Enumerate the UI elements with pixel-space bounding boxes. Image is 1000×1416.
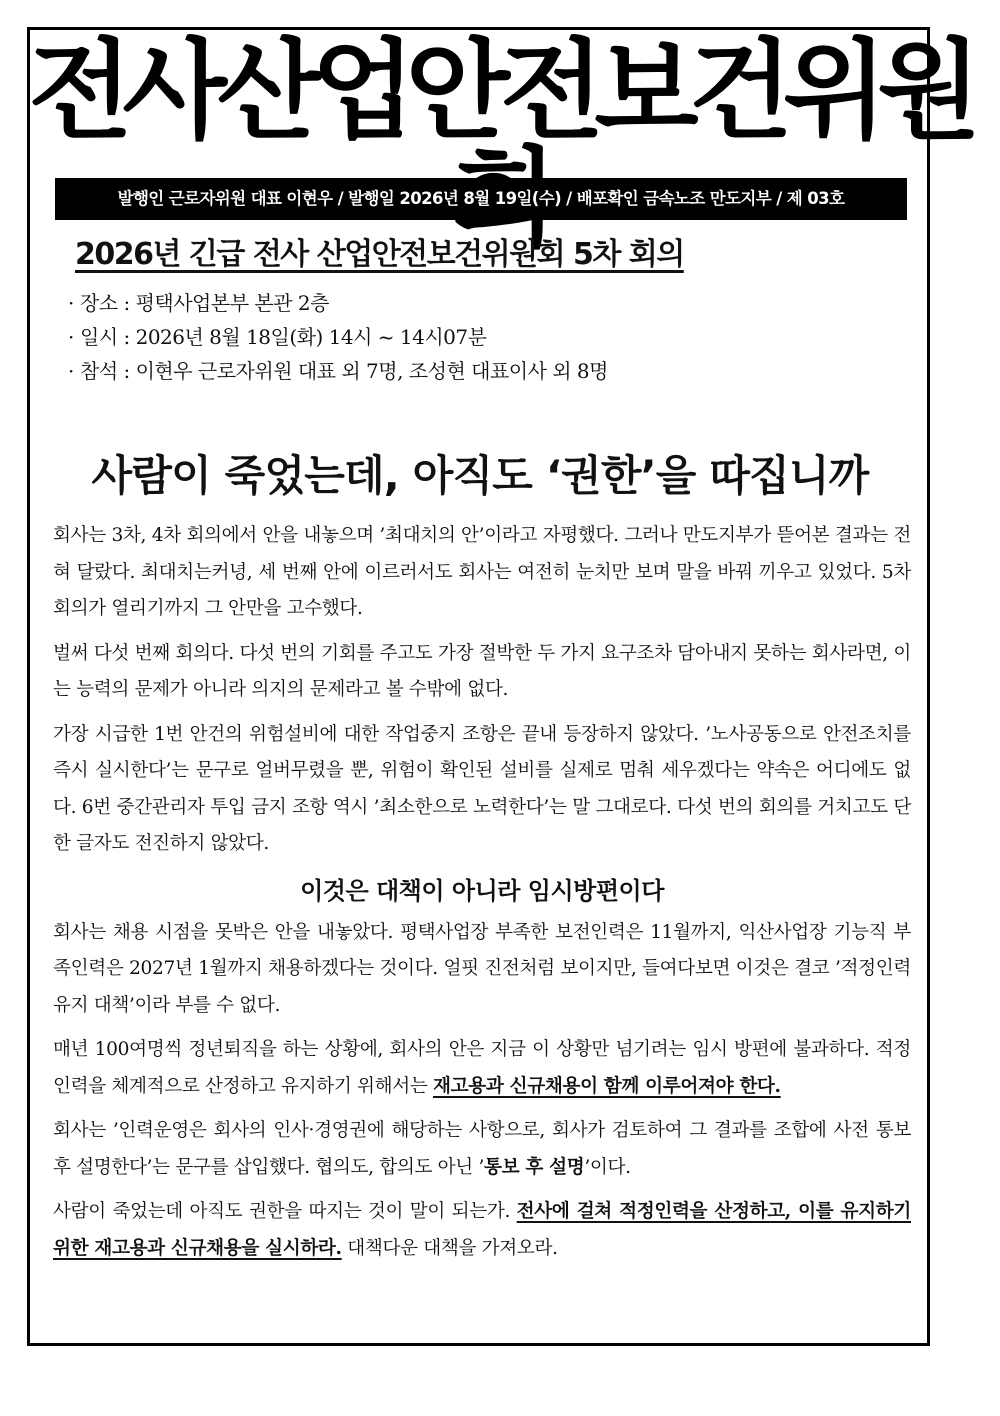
paragraph: 벌써 다섯 번째 회의다. 다섯 번의 기회를 주고도 가장 절박한 두 가지 요구조차 담아내지 못하는 회사라면, 이는 능력의 문제가 아니라 의지의 문제라고 볼 수밖에 없다.: [53, 642, 911, 700]
bullet-dot: ·: [68, 291, 74, 315]
detail-location: [68, 286, 608, 320]
section-heading: 이것은 대책이 아니라 임시방편이다: [300, 876, 664, 905]
paragraph: [53, 1194, 911, 1267]
bold-emphasis: 통보 후 설명: [484, 1156, 585, 1178]
paragraph: [53, 1113, 911, 1186]
paragraph-text: 회사는 ’인력운영은 회사의 인사·경영권에 해당하는 사항으로, 회사가 검토하여 그 결과를 조합에 사전 통보 후 설명한다’는 문구를 삽입했다. 협의도, 합의도 아닌 ’: [53, 1120, 911, 1178]
paragraph: 가장 시급한 1번 안건의 위험설비에 대한 작업중지 조항은 끝내 등장하지 않았다. ’노사공동으로 안전조치를 즉시 실시한다’는 문구로 얼버무렸을 뿐, 위험이 확인된 설비를 실제로 멈춰 세우겠다는 약속은 어디에도 없다. 6번 중간관리자 투입 금지 조항 역시 ’최소한으로 노력한다’는 말 그대로다. 다섯 번의 회의를 거치고도 단 한 글자도 전진하지 않았다.: [53, 723, 911, 854]
paragraph-text-end: 대책다운 대책을 가져오라.: [341, 1237, 558, 1259]
headline: 사람이 죽었는데, 아직도 ‘권한’을 따집니까: [91, 451, 869, 500]
paragraph-text-end: ’이다.: [584, 1156, 631, 1178]
bullet-dot: ·: [68, 325, 74, 349]
meeting-details: [68, 286, 608, 388]
underlined-emphasis: 재고용과 신규채용이 함께 이루어져야 한다.: [433, 1075, 781, 1097]
detail-datetime-text: 일시 : 2026년 8월 18일(화) 14시 ~ 14시07분: [80, 325, 487, 349]
detail-attendees-text: 참석 : 이현우 근로자위원 대표 외 7명, 조성현 대표이사 외 8명: [80, 359, 608, 383]
article-body: [53, 518, 911, 1275]
paragraph: 회사는 채용 시점을 못박은 안을 내놓았다. 평택사업장 부족한 보전인력은 11월까지, 익산사업장 기능직 부족인력은 2027년 1월까지 채용하겠다는 것이다. 얼핏 진전처럼 보이지만, 들여다보면 이것은 결코 ’적정인력 유지 대책’이라 부를 수 없다.: [53, 921, 911, 1016]
detail-location-text: 장소 : 평택사업본부 본관 2층: [80, 291, 329, 315]
meeting-title: 2026년 긴급 전사 산업안전보건위원회 5차 회의: [75, 237, 684, 272]
detail-datetime: [68, 320, 608, 354]
paragraph-text: 매년 100여명씩 정년퇴직을 하는 상황에, 회사의 안은 지금 이 상황만 넘기려는 임시 방편에 불과하다. 적정인력을 체계적으로 산정하고 유지하기 위해서는: [53, 1039, 911, 1097]
underlined-emphasis: 전사에 걸쳐 적정인력을 산정하고, 이를 유지하기 위한 재고용과 신규채용을 실시하라.: [53, 1201, 911, 1259]
paragraph-text: 사람이 죽었는데 아직도 권한을 따지는 것이 말이 되는가.: [53, 1201, 517, 1222]
masthead-title: 전사산업안전보건위원: [28, 29, 972, 154]
detail-attendees: [68, 354, 608, 388]
publication-info-bar: 발행인 근로자위원 대표 이현우 / 발행일 2026년 8월 19일(수) / 배포확인 금속노조 만도지부 / 제 03호: [55, 178, 907, 220]
paragraph: [53, 1032, 911, 1105]
bullet-dot: ·: [68, 359, 74, 383]
paragraph: 회사는 3차, 4차 회의에서 안을 내놓으며 ’최대치의 안’이라고 자평했다. 그러나 만도지부가 뜯어본 결과는 전혀 달랐다. 최대치는커녕, 세 번째 안에 이르러서도 회사는 여전히 눈치만 보며 말을 바꿔 끼우고 있었다. 5차 회의가 열리기까지 그 안만을 고수했다.: [53, 525, 911, 619]
